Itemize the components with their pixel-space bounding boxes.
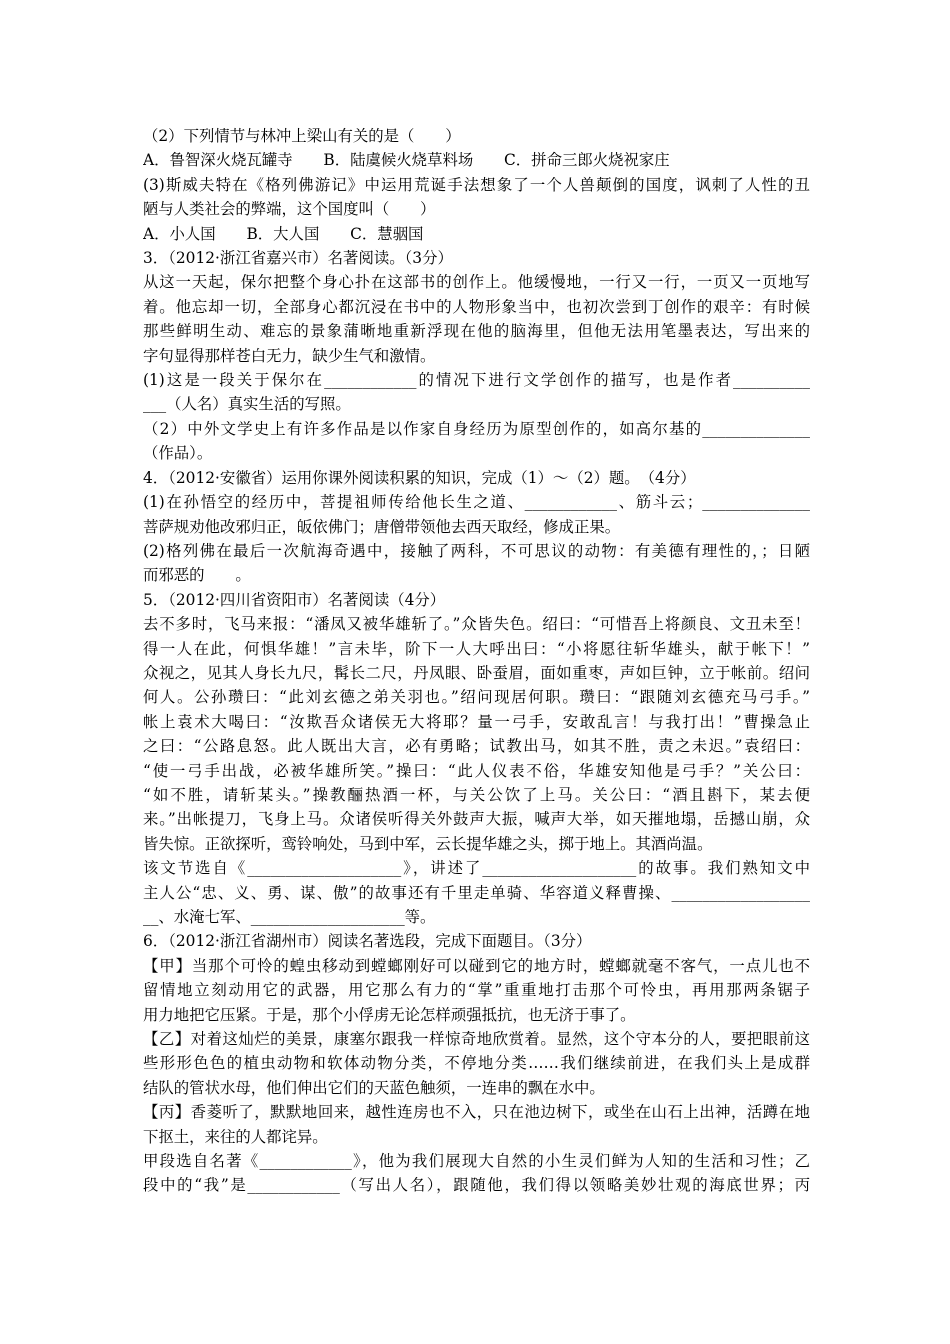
q5-passage-line: 皆失惊。正欲探听，鸾铃响处，马到中军，云长提华雄之头，掷于地上。其酒尚温。 [143,834,713,853]
q5-passage-line: “使一弓手出战，必被华雄所笑。”操曰：“此人仪表不俗，华雄安知他是弓手？”关公曰： [143,761,810,780]
q5-passage-line: “如不胜，请斩某头。”操教酾热酒一杯，与关公饮了上马。关公曰：“酒且斟下，某去便 [143,785,810,804]
q2-3-stem: (3)斯威夫特在《格列佛游记》中运用荒诞手法想象了一个人兽颠倒的国度，讽刺了人性的丑 [143,175,810,194]
q6-heading: 6．（2012·浙江省湖州市）阅读名著选段，完成下面题目。（3分） [143,932,592,951]
q5-question-cont: 主人公“忠、义、勇、谋、傲”的故事还有千里走单骑、华容道义释曹操、__________________ [143,883,810,902]
q2-2-options: A．鲁智深火烧瓦罐寺 B．陆虞候火烧草料场 C．拼命三郎火烧祝家庄 [143,151,670,170]
q5-heading: 5．（2012·四川省资阳市）名著阅读（4分） [143,590,446,609]
q6-jia-line: 用力地把它压紧。于是，那个小俘虏无论怎样顽强抵抗，也无济于事了。 [143,1005,636,1024]
q6-yi-line: 些形形色色的植虫动物和软体动物分类，不停地分类……我们继续前进，在我们头上是成群 [143,1054,810,1073]
q5-passage-line: 来。”出帐提刀，飞身上马。众诸侯听得关外鼓声大振，喊声大举，如天摧地塌，岳撼山崩，众 [143,810,810,829]
q4-sub2: (2)格列佛在最后一次航海奇遇中，接触了两科，不可思议的动物：有美德有理性的，；日陋 [143,541,810,560]
q4-sub2-cont: 而邪恶的 。 [143,566,251,585]
q6-bing-line: 【丙】香菱听了，默默地回来，越性连房也不入，只在池边树下，或坐在山石上出神，活蹲在地 [143,1103,810,1122]
q6-question: 甲段选自名著《____________》，他为我们展现大自然的小生灵们鲜为人知的生活和习性；乙 [143,1152,810,1171]
q5-passage-line: 之曰：“公路息怒。此人既出大言，必有勇略；试教出马，如其不胜，责之未迟。”袁绍曰： [143,737,810,756]
q2-3-stem-cont: 陋与人类社会的弊端，这个国度叫（ ） [143,200,436,219]
q3-sub2-cont: （作品）。 [143,444,213,463]
q4-sub1: (1)在孙悟空的经历中，菩提祖师传给他长生之道、____________、筋斗云；______________ [143,493,810,512]
q5-passage-line: 众视之，见其人身长九尺，髯长二尺，丹凤眼、卧蚕眉，面如重枣，声如巨钟，立于帐前。绍问 [143,663,810,682]
q6-bing-line: 下抠土，来往的人都诧异。 [143,1127,328,1146]
q6-jia-line: 【甲】当那个可怜的蝗虫移动到螳螂刚好可以碰到它的地方时，螳螂就毫不客气，一点儿也不 [143,956,810,975]
q5-passage-line: 得一人在此，何惧华雄！”言未毕，阶下一人大呼出曰：“小将愿往斩华雄头，献于帐下！” [143,639,810,658]
q4-heading: 4．（2012·安徽省）运用你课外阅读积累的知识，完成（1）～（2）题。 （4分） [143,468,696,487]
q5-passage-line: 帐上袁术大喝曰：“汝欺吾众诸侯无大将耶？量一弓手，安敢乱言！与我打出！”曹操急止 [143,712,810,731]
q6-jia-line: 留情地立刻动用它的武器，用它那么有力的“掌”重重地打击那个可怜虫，再用那两条锯子 [143,981,810,1000]
q3-sub2: （2）中外文学史上有许多作品是以作家自身经历为原型创作的，如高尔基的______________ [143,419,810,438]
q4-sub1-cont: 菩萨规劝他改邪归正，皈依佛门；唐僧带领他去西天取经，修成正果。 [143,517,621,536]
q5-passage-line: 去不多时，飞马来报：“潘凤又被华雄斩了。”众皆失色。绍曰：“可惜吾上将颜良、文丑未至！ [143,615,810,634]
q5-question: 该文节选自《____________________》，讲述了____________________的故事。我们熟知文中 [143,859,810,878]
q3-heading: 3．（2012·浙江省嘉兴市）名著阅读。（3分） [143,249,453,268]
q3-sub1-cont: ___（人名）真实生活的写照。 [143,395,351,414]
q2-2-stem: （2）下列情节与林冲上梁山有关的是（ ） [143,127,461,145]
q6-yi-line: 结队的管状水母，他们伸出它们的天蓝色触须，一连串的飘在水中。 [143,1078,605,1097]
q3-sub1: (1)这是一段关于保尔在____________的情况下进行文学创作的描写，也是作者__________ [143,371,810,390]
q3-passage-line: 从这一天起，保尔把整个身心扑在这部书的创作上。他缓慢地，一行又一行，一页又一页地写 [143,273,810,292]
q6-yi-line: 【乙】对着这灿烂的美景，康塞尔跟我一样惊奇地欣赏着。显然，这个守本分的人，要把眼前这 [143,1030,810,1049]
q2-3-options: A．小人国 B．大人国 C．慧骃国 [143,224,424,243]
q3-passage-line: 那些鲜明生动、难忘的景象蒲晰地重新浮现在他的脑海里，但他无法用笔墨表达，写出来的 [143,322,810,341]
q3-passage-line: 着。他忘却一切，全部身心都沉浸在书中的人物形象当中，也初次尝到丁创作的艰辛：有时候 [143,297,810,316]
q6-question-cont: 段中的“我”是____________（写出人名），跟随他，我们得以领略美妙壮观的海底世界；丙 [143,1176,810,1195]
q5-passage-line: 何人。公孙瓒曰：“此刘玄德之弟关羽也。”绍问现居何职。瓒曰：“跟随刘玄德充马弓手。” [143,688,810,707]
q5-question-cont: __、水淹七军、____________________等。 [143,908,436,926]
q3-passage-line: 字句显得那样苍白无力，缺少生气和激情。 [143,346,436,365]
